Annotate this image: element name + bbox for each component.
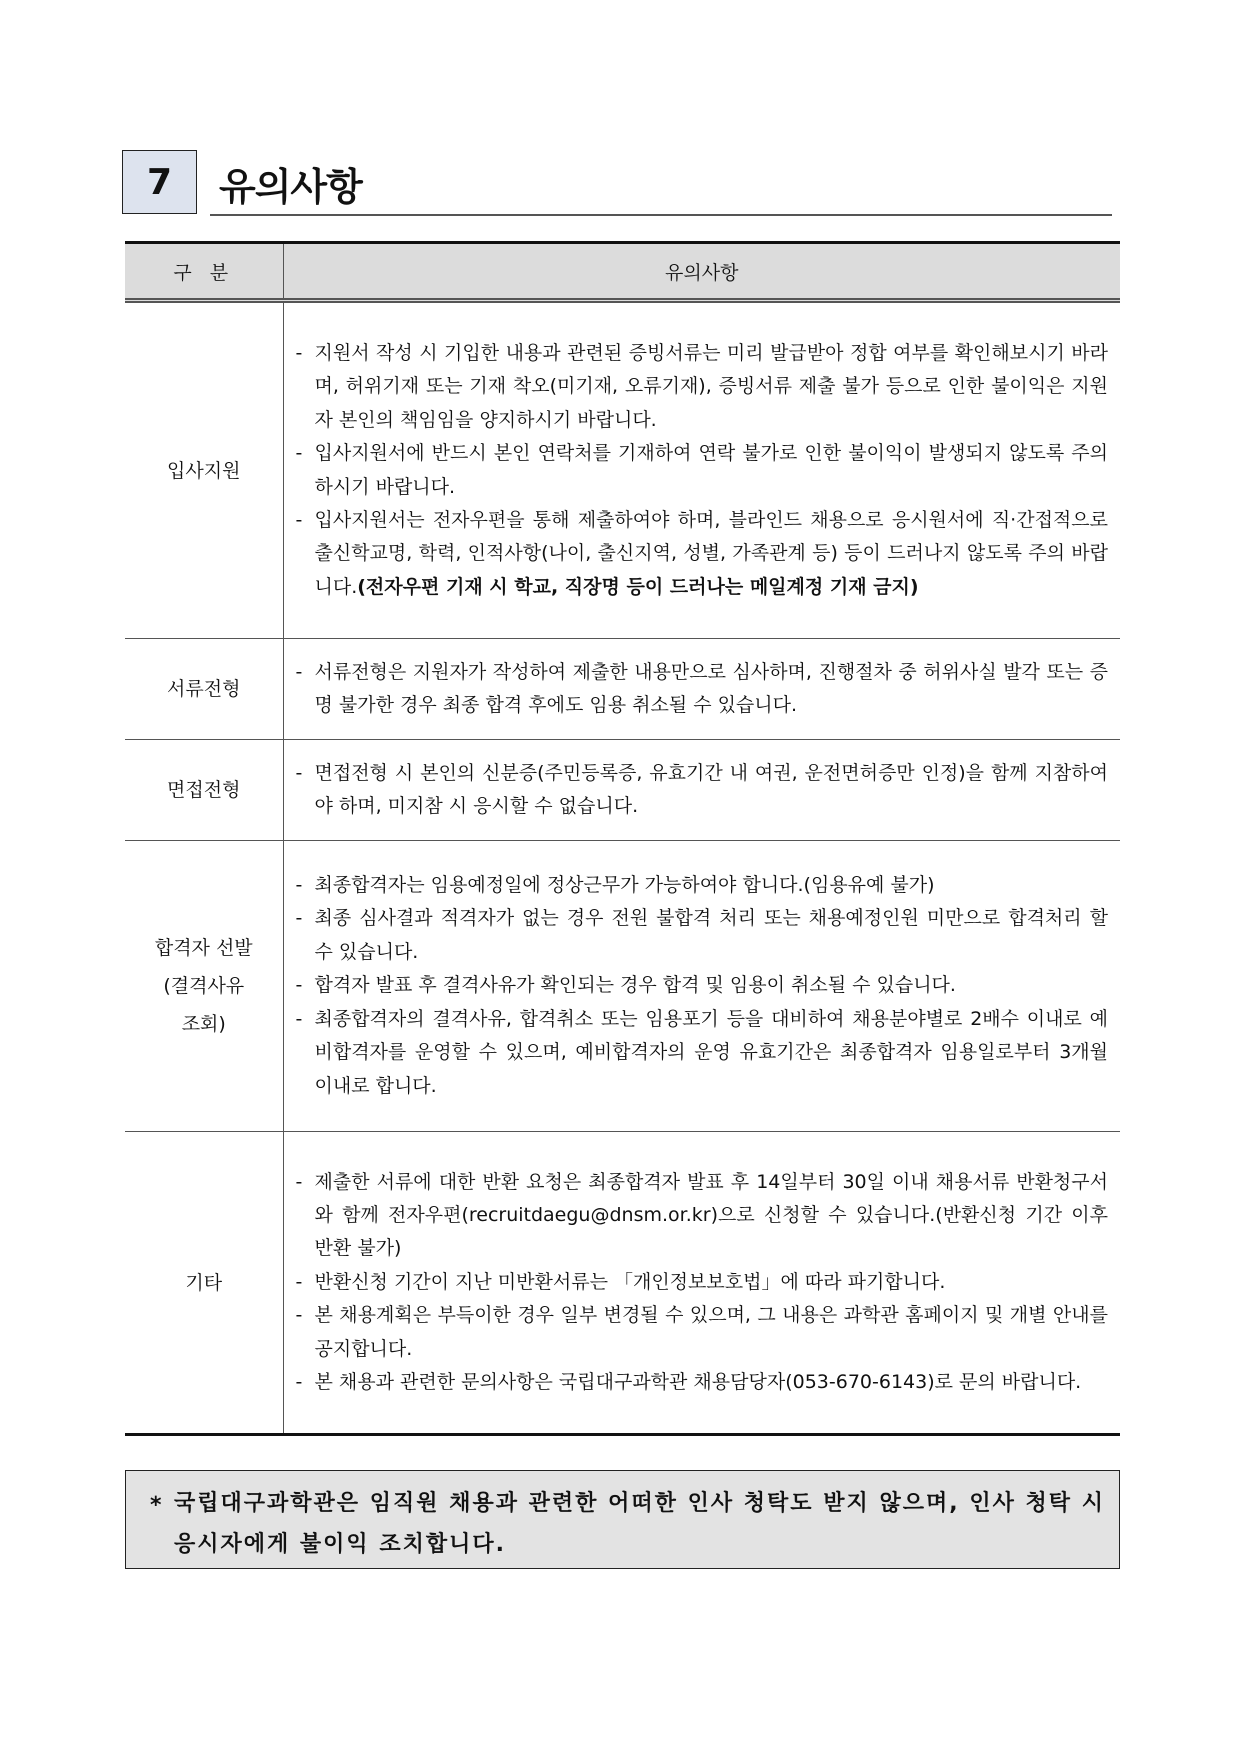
header-notes: 유의사항 [283,243,1120,301]
table-row [125,841,1120,1132]
category-line: (결격사유 [163,975,245,997]
row-category: 서류전형 [125,639,283,740]
list-item: - 지원서 작성 시 기입한 내용과 관련된 증빙서류는 미리 발급받아 정합 여부를 확인해보시기 바라며, 허위기재 또는 기재 착오(미기재, 오류기재), 증빙서류 제출 불가 등으로 인한 불이익은 지원자 본인의 책임임을 양지하시기 바랍니다. [294,337,1109,437]
list-item: - 최종 심사결과 적격자가 없는 경우 전원 불합격 처리 또는 채용예정인원 미만으로 합격처리 할 수 있습니다. [294,902,1109,969]
category-line: 조회) [181,1013,226,1035]
row-category [125,841,283,1132]
list-item: - 합격자 발표 후 결격사유가 확인되는 경우 합격 및 임용이 취소될 수 있습니다. [294,969,1109,1002]
row-content [283,639,1120,740]
row-content [283,301,1120,639]
section-title-underline [210,214,1112,216]
table-row [125,639,1120,740]
list-item: - 반환신청 기간이 지난 미반환서류는 「개인정보보호법」에 따라 파기합니다. [294,1266,1109,1299]
table-row [125,1132,1120,1435]
header-category: 구 분 [125,243,283,301]
table-header-row [125,243,1120,301]
list-item: - 입사지원서에 반드시 본인 연락처를 기재하여 연락 불가로 인한 불이익이 발생되지 않도록 주의하시기 바랍니다. [294,437,1109,504]
section-title: 유의사항 [219,165,362,209]
list-item: - 면접전형 시 본인의 신분증(주민등록증, 유효기간 내 여권, 운전면허증만 인정)을 함께 지참하여야 하며, 미지참 시 응시할 수 없습니다. [294,757,1109,824]
list-item: - 제출한 서류에 대한 반환 요청은 최종합격자 발표 후 14일부터 30일 이내 채용서류 반환청구서와 함께 전자우편(recruitdaegu@dnsm.or.kr)으로 신청할 수 있습니다.(반환신청 기간 이후 반환 불가) [294,1166,1109,1266]
notice-text: 국립대구과학관은 임직원 채용과 관련한 어떠한 인사 청탁도 받지 않으며, 인사 청탁 시 응시자에게 불이익 조치합니다. [174,1491,1105,1557]
table-row [125,740,1120,841]
row-category: 입사지원 [125,301,283,639]
list-item: - 입사지원서는 전자우편을 통해 제출하여야 하며, 블라인드 채용으로 응시원서에 직·간접적으로 출신학교명, 학력, 인적사항(나이, 출신지역, 성별, 가족관계 등) 등이 드러나지 않도록 주의 바랍니다.(전자우편 기재 시 학교, 직장명 등이 드러나는 메일계정 기재 금지) [294,504,1109,604]
list-item: - 최종합격자는 임용예정일에 정상근무가 가능하여야 합니다.(임용유예 불가) [294,869,1109,902]
row-content [283,841,1120,1132]
row-content [283,740,1120,841]
table-row [125,301,1120,639]
row-category: 기타 [125,1132,283,1435]
row-content [283,1132,1120,1435]
notice-marker: * [150,1493,162,1518]
section-number: 7 [122,150,197,214]
row-category: 면접전형 [125,740,283,841]
emphasis-text: (전자우편 기재 시 학교, 직장명 등이 드러나는 메일계정 기재 금지) [357,575,919,598]
section-header [122,150,1112,218]
list-item: - 본 채용과 관련한 문의사항은 국립대구과학관 채용담당자(053-670-6143)로 문의 바랍니다. [294,1366,1109,1399]
list-item: - 서류전형은 지원자가 작성하여 제출한 내용만으로 심사하며, 진행절차 중 허위사실 발각 또는 증명 불가한 경우 최종 합격 후에도 임용 취소될 수 있습니다. [294,656,1109,723]
notice-box [125,1470,1120,1569]
category-line: 합격자 선발 [154,937,253,959]
list-item: - 본 채용계획은 부득이한 경우 일부 변경될 수 있으며, 그 내용은 과학관 홈페이지 및 개별 안내를 공지합니다. [294,1299,1109,1366]
list-item: - 최종합격자의 결격사유, 합격취소 또는 임용포기 등을 대비하여 채용분야별로 2배수 이내로 예비합격자를 운영할 수 있으며, 예비합격자의 운영 유효기간은 최종합격자 임용일로부터 3개월 이내로 합니다. [294,1003,1109,1103]
notes-table [125,241,1120,1436]
